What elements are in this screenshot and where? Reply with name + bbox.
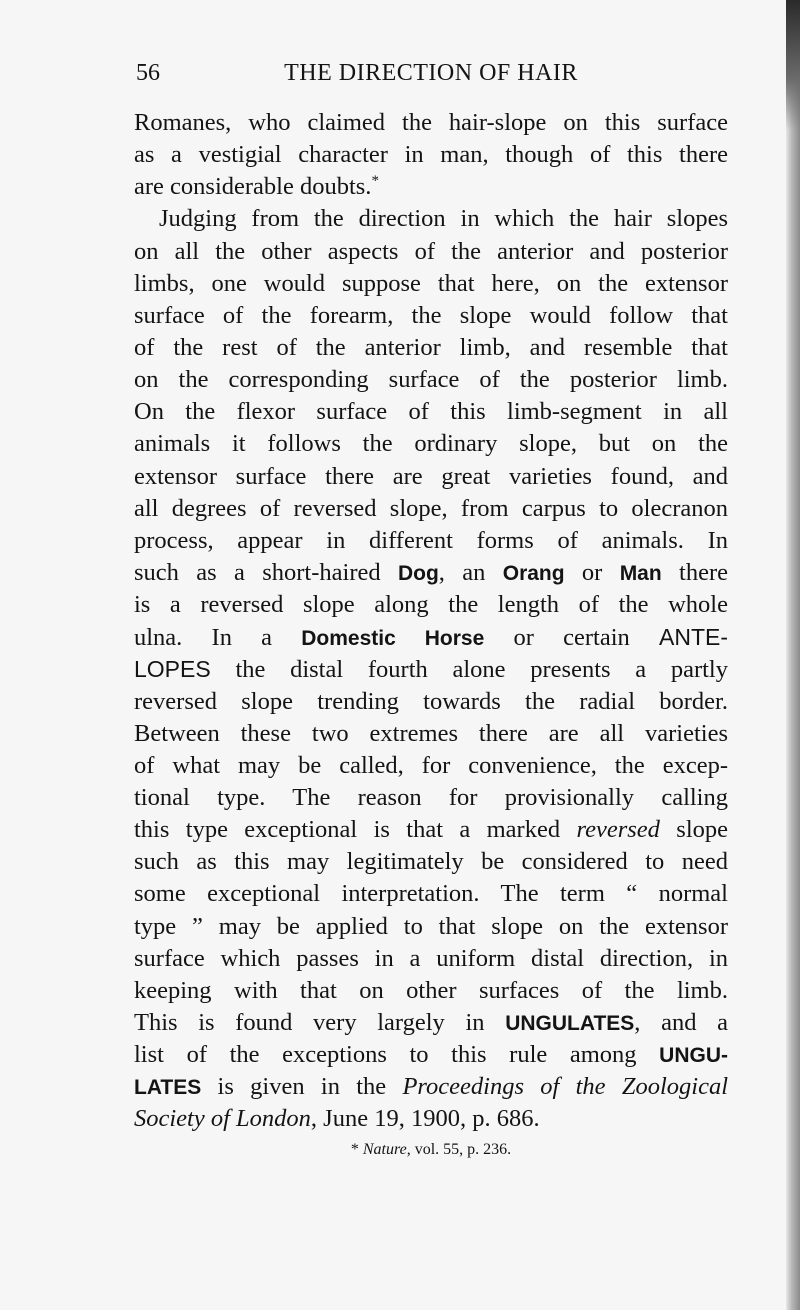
text-line: animals it follows the ordinary slope, but on the: [134, 430, 728, 458]
group-name: LATES: [134, 1076, 202, 1100]
body-text: [134, 107, 729, 1158]
line-segment: This is found very largely in: [134, 1008, 506, 1036]
animal-name: Domestic Horse: [301, 627, 485, 651]
text-line: reversed slope trending towards the radial border.: [134, 687, 728, 715]
text-line: surface of the forearm, the slope would follow that: [134, 301, 728, 329]
line-segment: the distal fourth alone presents a partly: [210, 656, 728, 684]
line-segment: is given in the: [201, 1073, 403, 1101]
text-line: keeping with that on other surfaces of the limb.: [134, 976, 728, 1004]
text-line: On the flexor surface of this limb-segment in all: [134, 398, 728, 426]
text-line: [134, 1039, 728, 1071]
line-segment: , an: [438, 558, 503, 586]
group-name: UNGULATES: [505, 1011, 635, 1035]
footnote-ref: *: [371, 173, 379, 190]
text-line: [134, 1007, 728, 1039]
footnote-marker: *: [350, 1141, 363, 1158]
text-line: of the rest of the anterior limb, and resemble that: [134, 333, 728, 361]
footnote-text: , vol. 55, p. 236.: [406, 1141, 512, 1158]
line-segment: there: [661, 558, 728, 586]
page-edge-dark: [786, 0, 800, 130]
line-segment: list of the exceptions to this rule among: [134, 1041, 660, 1069]
line-segment: slope: [659, 816, 729, 844]
page-number: 56: [136, 60, 160, 86]
text-line: process, appear in different forms of animals. In: [134, 526, 728, 554]
text-line: Between these two extremes there are all varieties: [134, 719, 728, 747]
text-line: some exceptional interpretation. The term “ normal: [134, 880, 728, 908]
text-line: [134, 653, 728, 685]
text-line: tional type. The reason for provisionally calling: [134, 783, 728, 811]
journal-title: Society of London: [134, 1105, 311, 1133]
line-segment: or certain: [484, 624, 659, 652]
line-segment: are considerable doubts.: [134, 173, 372, 201]
page-header: [134, 60, 728, 100]
group-name: UNGU-: [659, 1044, 728, 1068]
text-line: on the corresponding surface of the posterior limb.: [134, 366, 728, 394]
animal-name: Dog: [397, 561, 439, 585]
text-line: [134, 1103, 728, 1135]
footnote-title: Nature: [362, 1141, 407, 1158]
text-line: surface which passes in a uniform distal direction, in: [134, 944, 728, 972]
text-line: limbs, one would suppose that here, on the extensor: [134, 269, 728, 297]
text-line: extensor surface there are great varieties found, and: [134, 462, 728, 490]
text-line: on all the other aspects of the anterior and posterior: [134, 237, 728, 265]
running-title: THE DIRECTION OF HAIR: [284, 60, 578, 86]
line-segment: , and a: [634, 1008, 728, 1036]
footnote: [134, 1141, 728, 1159]
line-segment: ulna. In a: [134, 624, 302, 652]
text-line: type ” may be applied to that slope on the extensor: [134, 912, 728, 940]
text-line: Judging from the direction in which the hair slopes: [159, 205, 728, 233]
text-line: [134, 621, 728, 653]
group-name: LOPES: [134, 656, 211, 683]
text-line: of what may be called, for convenience, the excep-: [134, 751, 728, 779]
line-segment: , June 19, 1900, p. 686.: [310, 1105, 540, 1133]
animal-name: Orang: [502, 561, 565, 585]
text-line: all degrees of reversed slope, from carpus to olecranon: [134, 494, 728, 522]
text-line: Romanes, who claimed the hair-slope on this surface: [134, 109, 728, 136]
page-edge-shadow: [786, 0, 800, 1310]
line-segment: such as a short-haired: [134, 558, 398, 586]
emphasis: reversed: [576, 816, 660, 844]
text-line: [134, 814, 728, 846]
text-line: is a reversed slope along the length of the whole: [134, 591, 728, 619]
text-line: [134, 1071, 728, 1103]
text-line: as a vestigial character in man, though of this there: [134, 141, 728, 169]
group-name: ANTE-: [659, 624, 728, 651]
text-line: such as this may legitimately be considered to need: [134, 848, 728, 876]
text-line: [134, 171, 728, 203]
line-segment: this type exceptional is that a marked: [134, 816, 577, 844]
animal-name: Man: [619, 561, 662, 585]
journal-title: Proceedings of the Zoological: [402, 1073, 729, 1101]
line-segment: or: [564, 558, 620, 586]
text-line: [134, 557, 728, 589]
